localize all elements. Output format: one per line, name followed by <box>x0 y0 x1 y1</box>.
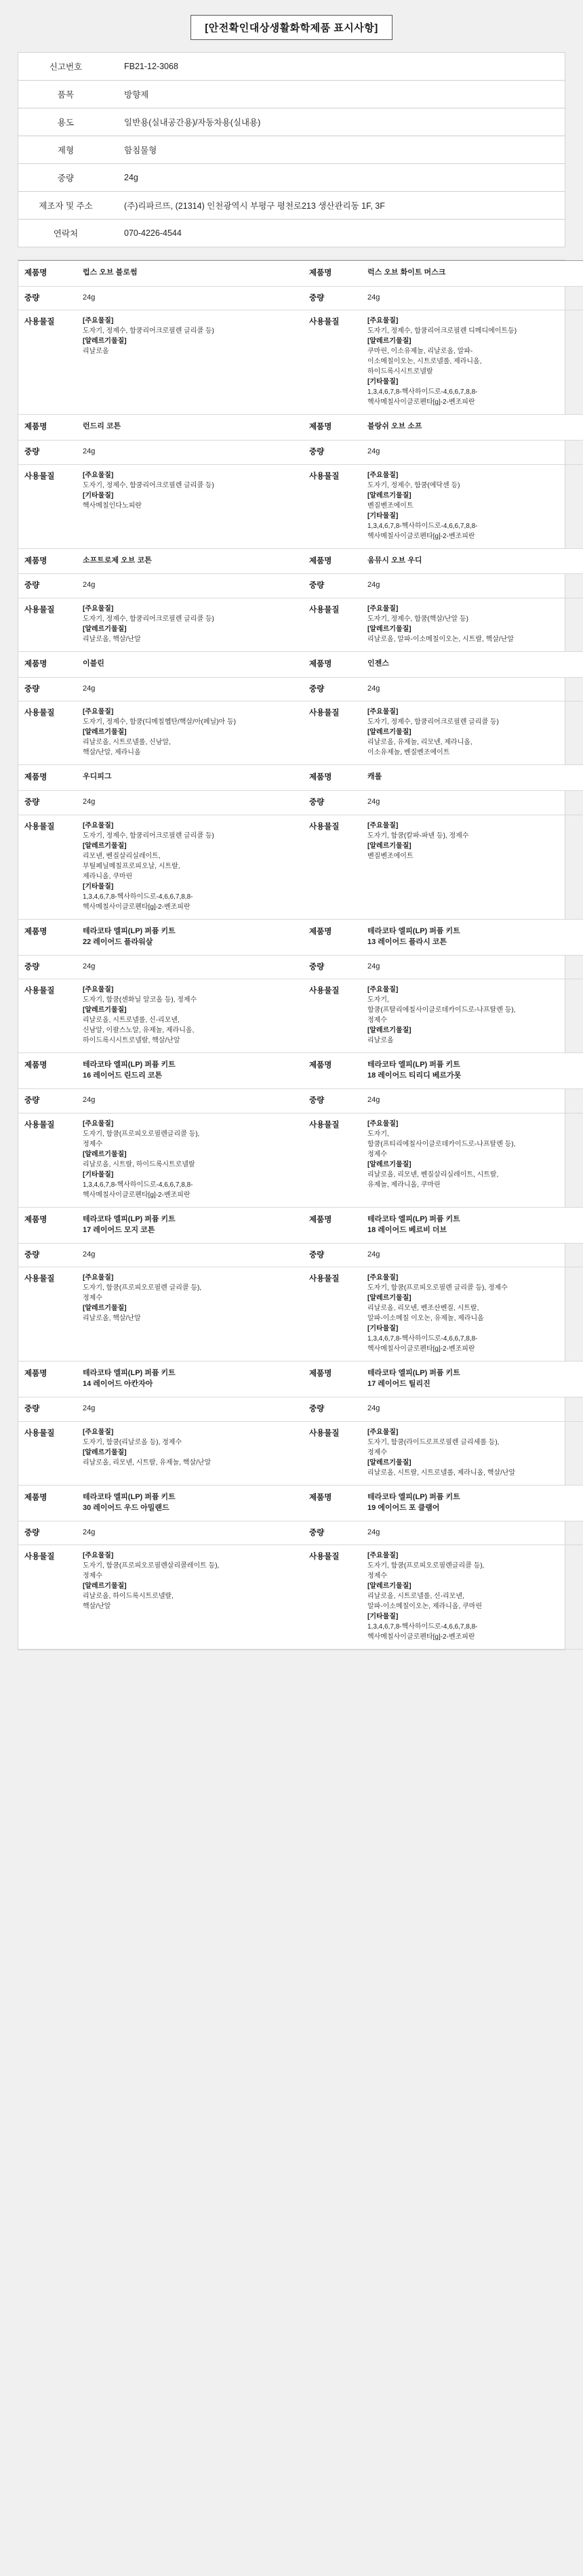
table-row <box>18 108 565 136</box>
table-row <box>18 220 565 247</box>
product-weight-row <box>18 441 583 465</box>
product-ingredients: [주요물질] 도자기, 함쿰(프로피오로필렌 글리콜 등), 정제수 [알레르기물질] 리날로올, 리모넨, 벤조산벤질, 시트랄, 알파-이소메칠 이오논, 유제놀, 제라니올 [기타물질] 1,3,4,6,7,8-헥사하이드로-4,6,6,7,8,8- 헥사메칠사이클로펜타[g]-2-벤조피란 <box>361 1267 583 1362</box>
field-label: 제품명 <box>303 652 361 678</box>
product-weight: 24g <box>361 1397 583 1422</box>
field-label: 사용물질 <box>303 979 361 1053</box>
product-ingredients-row <box>18 1113 583 1207</box>
field-label: 중량 <box>18 1397 77 1422</box>
field-label: 중량 <box>303 677 361 701</box>
field-label: 중량 <box>18 791 77 815</box>
field-label: 중량 <box>303 791 361 815</box>
field-label: 사용물질 <box>18 1421 77 1485</box>
field-label: 사용물질 <box>18 1113 77 1207</box>
product-name: 테라코타 엘피(LP) 퍼퓸 키트 18 레이어드 베르비 더브 <box>361 1207 583 1243</box>
field-label: 중량 <box>18 1521 77 1545</box>
product-name-row <box>18 261 583 287</box>
product-name-row <box>18 1053 583 1089</box>
product-name-row <box>18 919 583 955</box>
product-ingredients-row <box>18 979 583 1053</box>
product-ingredients-row <box>18 1545 583 1650</box>
field-label: 사용물질 <box>303 701 361 765</box>
product-ingredients: [주요물질] 도자기, 정제수, 함쿰(디메칠헵탄/핵살/아(페닐)아 등) [알레르기물질] 리날로올, 시트로넬롤, 신남알, 핵살/난알, 제라니올 <box>77 701 303 765</box>
field-label: 제품명 <box>303 261 361 287</box>
field-label: 사용물질 <box>303 1267 361 1362</box>
product-list-card <box>18 260 565 1650</box>
product-weight: 24g <box>361 441 583 465</box>
field-label: 사용물질 <box>18 464 77 548</box>
document-title-wrapper <box>0 15 583 40</box>
field-label: 제품명 <box>18 1485 77 1521</box>
field-label: 제품명 <box>303 1485 361 1521</box>
field-label: 제품명 <box>18 765 77 791</box>
field-label: 제품명 <box>18 1362 77 1397</box>
product-ingredients-row <box>18 1267 583 1362</box>
product-ingredients: [주요물질] 도자기, 정제수, 함쿰리어크로필렌 글리콜 등) [알레르기물질] 리날로올, 핵살/난알 <box>77 598 303 652</box>
field-label: 사용물질 <box>303 1421 361 1485</box>
info-label: 품목 <box>18 81 113 108</box>
product-name: 움뮤시 오브 우디 <box>361 548 583 574</box>
product-name: 런드리 코튼 <box>77 415 303 441</box>
product-weight-row <box>18 1521 583 1545</box>
product-weight: 24g <box>77 791 303 815</box>
info-value: 070-4226-4544 <box>124 228 182 238</box>
product-ingredients-row <box>18 701 583 765</box>
field-label: 중량 <box>303 1089 361 1113</box>
product-ingredients: [주요물질] 도자기, 정제수, 함쿰리어크로필렌 글리콜 등) [기타물질] 헥사메칠인다노피란 <box>77 464 303 548</box>
field-label: 중량 <box>303 955 361 979</box>
field-label: 사용물질 <box>303 1113 361 1207</box>
product-weight: 24g <box>361 1521 583 1545</box>
field-label: 사용물질 <box>18 1545 77 1650</box>
product-weight-row <box>18 677 583 701</box>
info-label: 신고번호 <box>18 53 113 81</box>
product-name: 테라코타 엘피(LP) 퍼퓸 키트 19 에이어드 포 클램어 <box>361 1485 583 1521</box>
field-label: 중량 <box>303 1521 361 1545</box>
product-ingredients: [주요물질] 도자기, 정제수, 함쿰(에닥센 등) [알레르기물질] 벤질벤조에이트 [기타물질] 1,3,4,6,7,8-헥사하이드로-4,6,6,7,8,8- 헥사메칠사이클로펜타[g]-2-벤조피란 <box>361 464 583 548</box>
product-weight: 24g <box>77 955 303 979</box>
product-ingredients: [주요물질] 도자기, 함쿰(프로피오로필렌글리콜 등), 정제수 [알레르기물질] 리날로올, 시트로넬롤, 신-리모넨, 알파-이소메칠이오논, 제라니올, 쿠마린 [기타물질] 1,3,4,6,7,8-헥사하이드로-4,6,6,7,8,8- 헥사메칠사이클로펜타[g]-2-벤조피란 <box>361 1545 583 1650</box>
product-name: 인젠스 <box>361 652 583 678</box>
product-name: 테라코타 엘피(LP) 퍼퓸 키트 17 레이어드 틸리진 <box>361 1362 583 1397</box>
product-name: 캐롤 <box>361 765 583 791</box>
product-weight: 24g <box>77 574 303 598</box>
info-label: 제형 <box>18 136 113 164</box>
field-label: 제품명 <box>18 919 77 955</box>
field-label: 사용물질 <box>18 310 77 415</box>
info-label: 용도 <box>18 108 113 136</box>
product-name-row <box>18 1207 583 1243</box>
product-weight: 24g <box>77 1397 303 1422</box>
product-weight: 24g <box>361 791 583 815</box>
field-label: 사용물질 <box>18 598 77 652</box>
field-label: 사용물질 <box>303 310 361 415</box>
field-label: 중량 <box>303 286 361 310</box>
info-label: 제조자 및 주소 <box>18 192 113 220</box>
info-label: 중량 <box>18 164 113 192</box>
product-name-row <box>18 548 583 574</box>
table-row <box>18 192 565 220</box>
product-name: 테라코타 엘피(LP) 퍼퓸 키트 17 레이어드 모지 코튼 <box>77 1207 303 1243</box>
product-ingredients-row <box>18 1421 583 1485</box>
field-label: 사용물질 <box>303 1545 361 1650</box>
field-label: 중량 <box>18 677 77 701</box>
product-ingredients-row <box>18 598 583 652</box>
field-label: 중량 <box>18 1243 77 1267</box>
field-label: 사용물질 <box>303 815 361 919</box>
product-name-row <box>18 1362 583 1397</box>
product-ingredients: [주요물질] 도자기, 함쿰(프탈리에칠사이클로데카이드로-나프탈렌 등), 정제수 [알레르기물질] 리날로올 <box>361 979 583 1053</box>
field-label: 중량 <box>303 1397 361 1422</box>
info-value: 함침물형 <box>113 136 565 164</box>
product-name: 테라코타 엘피(LP) 퍼퓸 키트 18 레이어드 티리디 베르가못 <box>361 1053 583 1089</box>
product-weight-row <box>18 1089 583 1113</box>
product-name: 소프트로제 오브 코튼 <box>77 548 303 574</box>
field-label: 제품명 <box>303 765 361 791</box>
product-weight-row <box>18 286 583 310</box>
product-ingredients: [주요물질] 도자기, 함쿰(프티리에칠사이클로데카이드로-나프탈렌 등), 정제수 [알레르기물질] 리날로올, 리모넨, 벤질살리실레이트, 시트랄, 유제놀, 제라니올, 쿠마린 <box>361 1113 583 1207</box>
product-ingredients: [주요물질] 도자기, 정제수, 함쿰리어크로필렌 글리콜 등) [알레르기물질] 리모넨, 벤질살리실레이트, 부틸페닐메칠프로피오날, 시트랄, 제라니올, 쿠마린 [기타물질] 1,3,4,6,7,8-헥사하이드로-4,6,6,7,8,8- 헥사메칠사이클로펜타[g]-2-벤조피란 <box>77 815 303 919</box>
product-weight: 24g <box>77 441 303 465</box>
product-name: 테라코타 엘피(LP) 퍼퓸 키트 30 레이어드 우드 아밀랜드 <box>77 1485 303 1521</box>
field-label: 사용물질 <box>18 701 77 765</box>
product-weight: 24g <box>77 1089 303 1113</box>
field-label: 제품명 <box>18 652 77 678</box>
field-label: 제품명 <box>303 548 361 574</box>
product-info-card <box>18 52 565 247</box>
info-value: 일반용(실내공간용)/자동차용(실내용) <box>113 108 565 136</box>
product-ingredients: [주요물질] 도자기, 함쿰(센화닐 알코올 등), 정제수 [알레르기물질] 리날로올, 시트로넬롤, 신-리모넨, 신남알, 이팔스노알, 유제놀, 제라니올, 하이드록시시트로넬랄, 핵살/난알 <box>77 979 303 1053</box>
info-label: 연락처 <box>53 229 79 239</box>
table-row <box>18 81 565 108</box>
product-ingredients-row <box>18 815 583 919</box>
product-name: 블랑쉬 오브 소프 <box>361 415 583 441</box>
product-name: 테라코타 엘피(LP) 퍼퓸 키트 16 레이어드 린드리 코튼 <box>77 1053 303 1089</box>
field-label: 제품명 <box>18 548 77 574</box>
product-list-table <box>18 260 583 1650</box>
product-name: 테라코타 엘피(LP) 퍼퓸 키트 13 레이어드 플라시 코튼 <box>361 919 583 955</box>
field-label: 사용물질 <box>18 979 77 1053</box>
product-ingredients: [주요물질] 도자기, 정제수, 함쿰리어크로필렌 글리콜 등) [알레르기물질] 리날로올, 유제놀, 리모넨, 제라니올, 이소유제놀, 벤질벤조에이트 <box>361 701 583 765</box>
table-row <box>18 136 565 164</box>
product-ingredients: [주요물질] 도자기, 함쿰(라이드로프로필렌 글리세롤 등), 정제수 [알레르기물질] 리날로올, 시트랄, 시트로넬롤, 제라니올, 핵살/난알 <box>361 1421 583 1485</box>
product-weight: 24g <box>77 1243 303 1267</box>
product-weight: 24g <box>77 1521 303 1545</box>
product-name: 우디피그 <box>77 765 303 791</box>
info-value: (주)리파르뜨, (21314) 인천광역시 부평구 평천로213 생산관리동 1F, 3F <box>113 192 565 220</box>
field-label: 제품명 <box>18 415 77 441</box>
product-weight-row <box>18 1397 583 1422</box>
product-weight: 24g <box>361 677 583 701</box>
product-name-row <box>18 765 583 791</box>
info-value: FB21-12-3068 <box>113 53 565 81</box>
product-weight-row <box>18 574 583 598</box>
product-name: 이블린 <box>77 652 303 678</box>
field-label: 제품명 <box>303 919 361 955</box>
field-label: 사용물질 <box>18 1267 77 1362</box>
product-ingredients-row <box>18 310 583 415</box>
product-weight: 24g <box>77 677 303 701</box>
field-label: 제품명 <box>303 1207 361 1243</box>
field-label: 제품명 <box>303 1362 361 1397</box>
field-label: 제품명 <box>18 1207 77 1243</box>
table-row <box>18 53 565 81</box>
product-weight: 24g <box>361 574 583 598</box>
field-label: 사용물질 <box>303 598 361 652</box>
product-weight-row <box>18 955 583 979</box>
field-label: 중량 <box>303 574 361 598</box>
field-label: 중량 <box>18 955 77 979</box>
product-name: 럽스 오브 블로썸 <box>77 261 303 287</box>
field-label: 사용물질 <box>303 464 361 548</box>
product-weight-row <box>18 791 583 815</box>
product-ingredients: [주요물질] 도자기, 함쿰(프로피오로필렌 글리콜 등), 정제수 [알레르기물질] 리날로올, 핵살/난알 <box>77 1267 303 1362</box>
product-weight: 24g <box>361 955 583 979</box>
field-label: 중량 <box>18 574 77 598</box>
field-label: 중량 <box>303 1243 361 1267</box>
info-value: 24g <box>113 164 565 192</box>
product-weight: 24g <box>361 1243 583 1267</box>
product-name-row <box>18 1485 583 1521</box>
field-label: 제품명 <box>18 1053 77 1089</box>
field-label: 제품명 <box>18 261 77 287</box>
product-name: 테라코타 엘피(LP) 퍼퓸 키트 22 레이어드 플라워살 <box>77 919 303 955</box>
product-name: 럭스 오브 화이트 머스크 <box>361 261 583 287</box>
field-label: 제품명 <box>303 1053 361 1089</box>
product-ingredients: [주요물질] 도자기, 정제수, 함쿰리어크로필렌 글리콜 등) [알레르기물질] 리날로올 <box>77 310 303 415</box>
field-label: 중량 <box>18 441 77 465</box>
product-name-row <box>18 415 583 441</box>
field-label: 사용물질 <box>18 815 77 919</box>
product-weight: 24g <box>77 286 303 310</box>
info-value: 방향제 <box>113 81 565 108</box>
product-weight: 24g <box>361 286 583 310</box>
product-ingredients-row <box>18 464 583 548</box>
product-weight: 24g <box>361 1089 583 1113</box>
field-label: 중량 <box>18 286 77 310</box>
product-ingredients: [주요물질] 도자기, 함쿰(리날로올 등), 정제수 [알레르기물질] 리날로올, 리모넨, 시트랄, 유제놀, 핵살/난알 <box>77 1421 303 1485</box>
product-weight-row <box>18 1243 583 1267</box>
product-name-row <box>18 652 583 678</box>
product-ingredients: [주요물질] 도자기, 함쿰(프로피오로필렌글리콜 등), 정제수 [알레르기물질] 리날로올, 시트랄, 하이드록시트로넬랄 [기타물질] 1,3,4,6,7,8-헥사하이드로-4,6,6,7,8,8- 헥사메칠사이클로펜타[g]-2-벤조피란 <box>77 1113 303 1207</box>
field-label: 중량 <box>303 441 361 465</box>
product-ingredients: [주요물질] 도자기, 함쿰(프로피오로필렌살리콜레이트 등), 정제수 [알레르기물질] 리날로올, 하이드록시트로넬랄, 핵살/난알 <box>77 1545 303 1650</box>
product-ingredients: [주요물질] 도자기, 함쿰(칼파-파넨 등), 정제수 [알레르기물질] 벤질벤조에이트 <box>361 815 583 919</box>
product-info-table <box>18 53 565 247</box>
page-title: [안전확인대상생활화학제품 표시사항] <box>190 15 393 40</box>
field-label: 중량 <box>18 1089 77 1113</box>
table-row <box>18 164 565 192</box>
product-ingredients: [주요물질] 도자기, 정제수, 함쿰(핵살/난알 등) [알레르기물질] 리날로올, 알파-이소메칠이오논, 시트랄, 핵살/난알 <box>361 598 583 652</box>
product-name: 테라코타 엘피(LP) 퍼퓸 키트 14 레이어드 아칸자아 <box>77 1362 303 1397</box>
field-label: 제품명 <box>303 415 361 441</box>
product-ingredients: [주요물질] 도자기, 정제수, 함쿰리어크로필렌 디메디에이트등) [알레르기물질] 쿠마린, 이소유제놀, 리날로올, 알파- 이소메칠이오논, 시트로넬롤, 제라니올, 하이드록시시트로넬랄 [기타물질] 1,3,4,6,7,8-헥사하이드로-4,6,6,7,8,8- 헥사메칠사이클로펜타[g]-2-벤조피란 <box>361 310 583 415</box>
